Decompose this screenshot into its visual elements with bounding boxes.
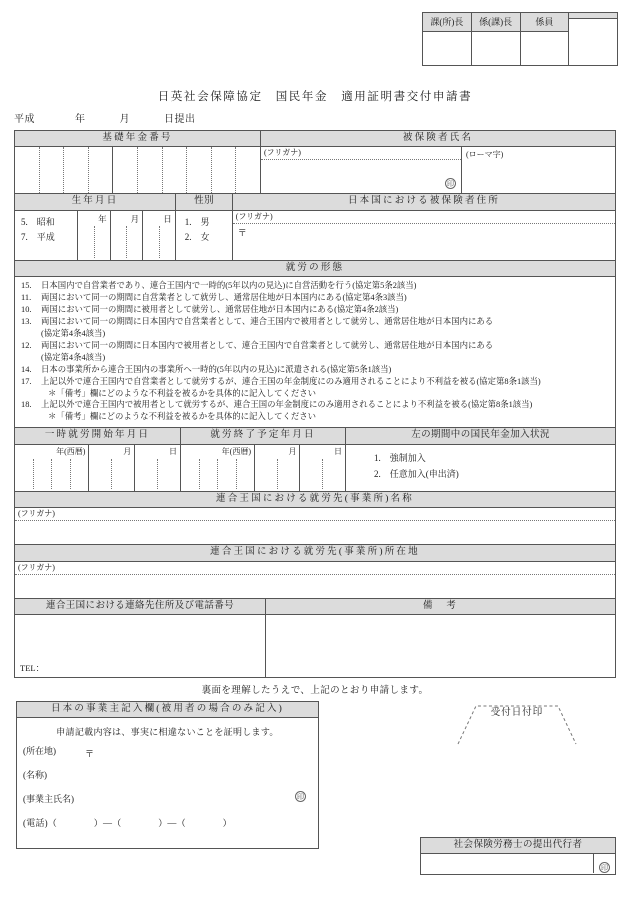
- insured-name-roman-label: (ローマ字): [466, 150, 504, 160]
- work-type-num-13: 13.: [21, 317, 32, 327]
- approval-cell-kakaricho[interactable]: [472, 32, 520, 66]
- work-start-month-caption: 月: [123, 446, 132, 456]
- submit-year-label: 年: [75, 114, 86, 125]
- work-start-month-input[interactable]: [88, 445, 134, 491]
- work-type-text-15: 日本国内で自営業者であり、連合王国内で一時的(5年以内の見込)に自営活動を行う(協定第5条2該当): [41, 281, 417, 291]
- labor-consultant-seal-icon: 印: [601, 864, 608, 873]
- work-type-option-12[interactable]: [21, 340, 609, 352]
- pension-digit-7[interactable]: [162, 147, 187, 193]
- work-type-option-list: [15, 277, 615, 427]
- pension-name-body-row: [15, 147, 615, 193]
- work-start-day-caption: 日: [169, 446, 177, 456]
- gender-option-male[interactable]: 1. 男: [184, 216, 210, 227]
- work-type-text-13: 両国において同一の期間に日本国内で自営業者として、連合王国内で被用者として就労し、通常居住地が日本国内にある: [41, 317, 494, 327]
- work-type-num-15: 15.: [21, 281, 32, 291]
- pension-digit-9[interactable]: [211, 147, 236, 193]
- birth-year-input[interactable]: [77, 211, 110, 260]
- japanese-employer-address-field[interactable]: [17, 744, 318, 768]
- labor-consultant-section: [420, 837, 616, 875]
- approval-column-3: [520, 13, 569, 65]
- uk-employer-name-header: 連合王国における就労先(事業所)名称: [15, 492, 615, 508]
- insured-name-input[interactable]: [261, 160, 461, 193]
- work-type-text-18: 上記以外で連合王国内で被用者として就労するが、連合王国の年金制度にのみ適用されることにより不利益を被る(協定第8条1該当): [41, 400, 533, 410]
- work-type-header: 就労の形態: [15, 261, 615, 277]
- work-type-text-12-cont: (協定第4条4該当): [41, 352, 106, 362]
- pension-digit-4[interactable]: [88, 147, 113, 193]
- work-type-text-12: 両国において同一の期間に日本国内で被用者として、連合王国内で自営業者として就労し、通常居住地が日本国内にある: [41, 340, 494, 350]
- work-end-year-input[interactable]: [181, 445, 254, 491]
- work-type-text-13-cont: (協定第4条4該当): [41, 328, 106, 338]
- insured-name-body: [260, 147, 615, 193]
- japan-address-furigana-label: (フリガナ): [233, 211, 615, 224]
- work-type-num-18: 18.: [21, 400, 32, 410]
- pension-status-voluntary[interactable]: 2. 任意加入(申出済): [374, 468, 459, 479]
- work-type-note-18: ＊「備考」欄にどのような不利益を被るかを具体的に記入してください: [48, 412, 316, 422]
- birth-era-heisei[interactable]: 7. 平成: [21, 232, 55, 243]
- work-period-body-row: [15, 445, 615, 491]
- contact-remarks-body-row: [15, 615, 615, 677]
- work-type-text-17: 上記以外で連合王国内で自営業者として就労するが、連合王国の年金制度にのみ適用されることにより不利益を被る(協定第8条1該当): [41, 376, 541, 386]
- work-type-num-14: 14.: [21, 364, 32, 374]
- insured-name-furigana-label: (フリガナ): [261, 147, 461, 160]
- section-uk-employer-name: [15, 492, 615, 545]
- work-end-day-digits: [300, 459, 345, 489]
- gender-options[interactable]: [175, 211, 232, 260]
- remarks-input[interactable]: [265, 615, 615, 677]
- japanese-employer-owner-label: (事業主氏名): [23, 794, 74, 805]
- work-start-year-caption: 年(西暦): [56, 446, 86, 456]
- approval-stamp-table: [422, 12, 618, 66]
- uk-contact-header: 連合王国における連絡先住所及び電話番号: [15, 599, 265, 615]
- approval-cell-kakariin[interactable]: [521, 32, 569, 66]
- birth-gender-address-body-row: [15, 211, 615, 260]
- work-start-day-digits: [135, 459, 180, 489]
- birth-era-showa[interactable]: 5. 昭和: [21, 216, 55, 227]
- japanese-employer-certify-text: 申請記載内容は、事実に相違ないことを証明します。: [56, 727, 279, 738]
- japan-address-block: [232, 211, 615, 260]
- labor-consultant-seal-cell[interactable]: [593, 854, 615, 873]
- work-end-month-digits: [255, 459, 300, 489]
- japanese-employer-tel-field[interactable]: (電話)（ ）—（ ）—（ ）: [23, 818, 232, 829]
- uk-contact-input[interactable]: [15, 615, 265, 677]
- work-type-text-11: 両国において同一の期間に自営業者として就労し、通常居住地が日本国内にある(協定第4条3該当): [41, 293, 407, 303]
- gender-option-female[interactable]: 2. 女: [184, 232, 210, 243]
- insured-name-header: 被保険者氏名: [260, 131, 615, 147]
- japanese-employer-name-field[interactable]: [17, 768, 318, 792]
- pension-number-input[interactable]: [15, 147, 260, 193]
- labor-consultant-body: [421, 854, 615, 873]
- work-end-date-header: 就労終了予定年月日: [180, 428, 345, 444]
- work-start-day-input[interactable]: [134, 445, 180, 491]
- work-start-date-header: 一時就労開始年月日: [15, 428, 180, 444]
- birth-day-input[interactable]: [142, 211, 175, 260]
- work-type-option-15[interactable]: [21, 280, 609, 292]
- work-start-year-input[interactable]: [15, 445, 88, 491]
- birth-gender-address-header-row: [15, 194, 615, 210]
- contact-remarks-header-row: [15, 599, 615, 615]
- pension-digit-6[interactable]: [137, 147, 162, 193]
- work-type-option-14[interactable]: [21, 364, 609, 376]
- work-start-month-digits: [89, 459, 134, 489]
- birth-year-divider: [94, 226, 95, 258]
- japan-address-header: 日本国における被保険者住所: [232, 194, 615, 210]
- birth-month-divider: [126, 226, 127, 258]
- pension-digit-10[interactable]: [235, 147, 260, 193]
- approval-cell-blank[interactable]: [569, 19, 617, 66]
- receipt-stamp-label: 受付日付印: [490, 708, 544, 718]
- submit-month-label: 月: [119, 114, 130, 125]
- work-type-num-11: 11.: [21, 293, 32, 303]
- declaration-statement: 裏面を理解したうえで、上記のとおり申請します。: [201, 686, 429, 696]
- submission-date-line: [14, 110, 196, 125]
- submit-era-label: 平成: [14, 114, 35, 125]
- birth-day-divider: [159, 226, 160, 258]
- approval-column-2: [471, 13, 520, 65]
- pension-digit-1[interactable]: [15, 147, 39, 193]
- uk-employer-address-furigana-label: (フリガナ): [15, 562, 615, 575]
- japan-address-input[interactable]: [233, 224, 615, 260]
- section-work-type: [15, 261, 615, 428]
- birth-year-unit: 年: [98, 213, 107, 224]
- uk-employer-name-furigana-label: (フリガナ): [15, 508, 615, 521]
- section-contact-and-remarks: [15, 599, 615, 677]
- remarks-header: 備 考: [265, 599, 615, 615]
- insured-name-seal-icon: 印: [447, 180, 454, 189]
- approval-header-kakariin: 係員: [521, 13, 569, 32]
- japanese-employer-name-label: (名称): [23, 770, 47, 781]
- uk-employer-address-input[interactable]: [15, 575, 615, 598]
- pension-status-options[interactable]: [345, 445, 615, 491]
- work-end-year-caption: 年(西暦): [221, 446, 251, 456]
- pension-digit-2[interactable]: [39, 147, 64, 193]
- approval-cell-kacho[interactable]: [423, 32, 471, 66]
- work-type-option-17[interactable]: [21, 376, 609, 388]
- work-start-year-digits: [15, 459, 88, 489]
- work-type-text-10: 両国において同一の期間に被用者として就労し、通常居住地が日本国内にある(協定第4条2該当): [41, 305, 399, 315]
- work-type-num-12: 12.: [21, 340, 32, 350]
- section-uk-employer-address: [15, 545, 615, 598]
- approval-column-1: [423, 13, 471, 65]
- japanese-employer-postal-icon: 〒: [85, 749, 95, 760]
- postal-code-icon: 〒: [237, 227, 247, 238]
- pension-number-header: 基礎年金番号: [15, 131, 260, 147]
- uk-employer-name-body: [15, 508, 615, 544]
- pension-name-header-row: [15, 131, 615, 147]
- work-end-year-digits: [181, 459, 254, 489]
- work-type-text-14: 日本の事業所から連合王国内の事業所へ一時的(5年以内の見込)に派遣される(協定第5条1該当): [41, 364, 392, 374]
- insured-name-roman-block[interactable]: [461, 147, 615, 193]
- japanese-employer-owner-field[interactable]: [17, 792, 318, 816]
- insured-name-kana-block: [261, 147, 461, 193]
- section-birthdate-gender-address: [15, 194, 615, 260]
- work-type-option-11[interactable]: [21, 292, 609, 304]
- uk-employer-address-header: 連合王国における就労先(事業所)所在地: [15, 545, 615, 561]
- birthdate-header: 生年月日: [15, 194, 175, 210]
- japanese-employer-seal-icon: 印: [297, 793, 304, 802]
- work-type-option-13[interactable]: [21, 316, 609, 328]
- work-type-option-18[interactable]: [21, 399, 609, 411]
- pension-digit-3[interactable]: [63, 147, 88, 193]
- work-end-month-input[interactable]: [254, 445, 300, 491]
- birth-day-unit: 日: [163, 213, 172, 224]
- pension-digit-8[interactable]: [186, 147, 211, 193]
- work-period-header-row: [15, 428, 615, 444]
- submit-day-label: 日提出: [164, 114, 196, 125]
- pension-status-mandatory[interactable]: 1. 強制加入: [374, 452, 426, 463]
- work-end-day-input[interactable]: [299, 445, 345, 491]
- work-start-date-input[interactable]: [15, 445, 180, 491]
- labor-consultant-input[interactable]: [421, 854, 593, 873]
- application-form-sheet: [14, 130, 616, 678]
- japanese-employer-address-label: (所在地): [23, 746, 56, 757]
- japanese-employer-section: [16, 701, 319, 849]
- uk-employer-name-input[interactable]: [15, 521, 615, 544]
- approval-header-kakaricho: 係(課)長: [472, 13, 520, 32]
- pension-status-header: 左の期間中の国民年金加入状況: [345, 428, 615, 444]
- work-type-option-10[interactable]: [21, 304, 609, 316]
- section-pension-number-and-name: [15, 131, 615, 194]
- approval-column-4: [568, 13, 617, 65]
- gender-header: 性別: [175, 194, 232, 210]
- work-type-num-10: 10.: [21, 305, 32, 315]
- uk-contact-tel-label: TEL：: [20, 663, 45, 674]
- pension-digit-5[interactable]: [112, 147, 137, 193]
- page-title: 日英社会保障協定 国民年金 適用証明書交付申請書: [157, 91, 473, 103]
- work-end-day-caption: 日: [333, 446, 342, 456]
- approval-header-kacho: 課(所)長: [423, 13, 471, 32]
- work-type-note-17: ＊「備考」欄にどのような不利益を被るかを具体的に記入してください: [48, 388, 316, 398]
- japanese-employer-header: 日本の事業主記入欄(被用者の場合のみ記入): [17, 702, 318, 718]
- labor-consultant-header: 社会保険労務士の提出代行者: [421, 838, 615, 854]
- uk-employer-address-body: [15, 562, 615, 598]
- birth-era-options[interactable]: [15, 211, 77, 260]
- receipt-date-stamp-area: [452, 700, 582, 746]
- work-end-date-input[interactable]: [180, 445, 345, 491]
- birth-month-unit: 月: [130, 213, 140, 224]
- section-work-period: [15, 428, 615, 491]
- work-type-num-17: 17.: [21, 376, 32, 386]
- birth-month-input[interactable]: [110, 211, 143, 260]
- work-end-month-caption: 月: [288, 446, 297, 456]
